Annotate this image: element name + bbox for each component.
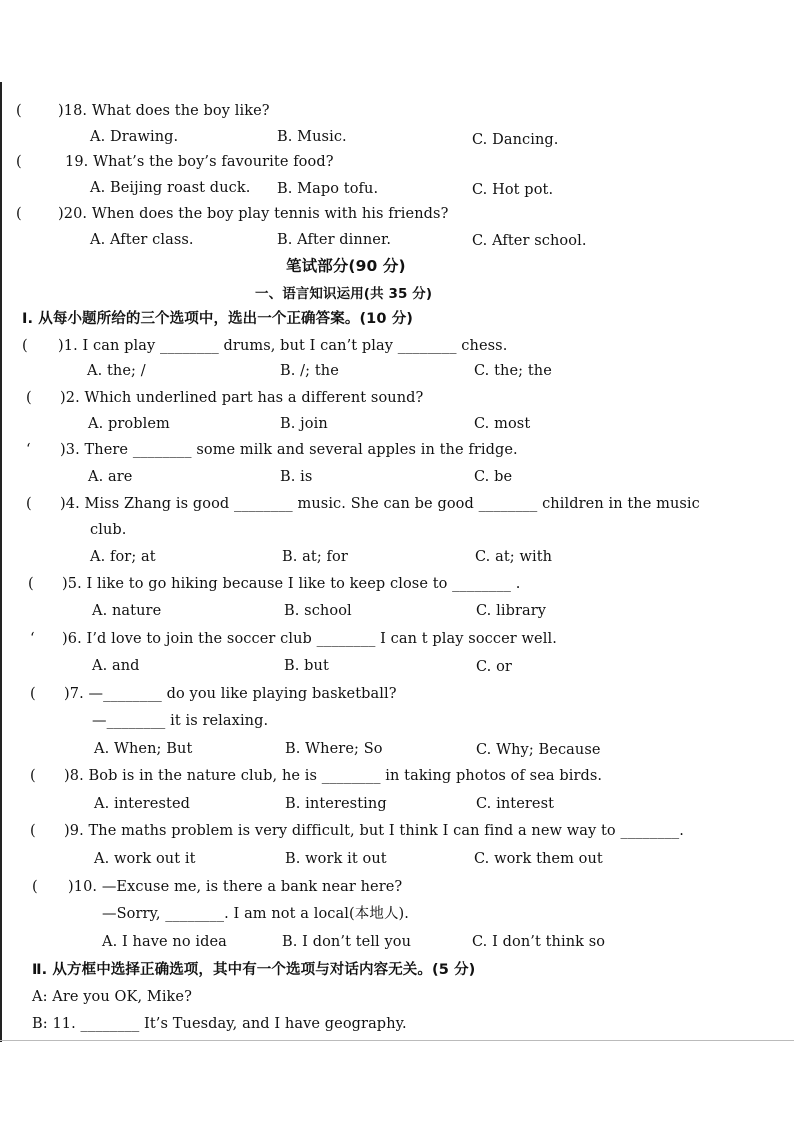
dialog-line: B: 11. ________ It’s Tuesday, and I have geography. (32, 1016, 407, 1032)
answer-bracket: ( (22, 338, 28, 354)
section-one-instruction: Ⅰ. 从每小题所给的三个选项中，选出一个正确答案。(10 分) (22, 311, 414, 327)
question-9-option-c: C. work them out (474, 851, 603, 867)
question-8-option-a: A. interested (94, 796, 191, 812)
question-19-option-b: B. Mapo tofu. (277, 181, 379, 197)
written-part-title: 笔试部分(90 分) (286, 257, 406, 275)
part-one-title: 一、语言知识运用(共 35 分) (255, 286, 433, 302)
question-7-stem-continued: —________ it is relaxing. (92, 713, 269, 729)
answer-bracket: ( (16, 103, 22, 119)
question-2-option-b: B. join (280, 416, 328, 432)
question-10-option-b: B. I don’t tell you (282, 934, 412, 950)
question-19-option-c: C. Hot pot. (472, 182, 554, 198)
question-5-option-a: A. nature (92, 603, 162, 619)
answer-bracket: ( (30, 768, 36, 784)
question-18-option-a: A. Drawing. (90, 129, 179, 145)
question-18-option-b: B. Music. (277, 129, 347, 145)
question-18-stem: )18. What does the boy like? (58, 103, 270, 119)
answer-bracket: ‘ (30, 631, 35, 647)
question-19-option-a: A. Beijing roast duck. (90, 180, 251, 196)
answer-bracket: ( (26, 390, 32, 406)
question-7-option-c: C. Why; Because (476, 742, 601, 758)
question-18-option-c: C. Dancing. (472, 132, 559, 148)
question-20-option-a: A. After class. (90, 232, 194, 248)
question-6-option-a: A. and (92, 658, 140, 674)
question-4-option-a: A. for; at (90, 549, 156, 565)
question-20-stem: )20. When does the boy play tennis with his friends? (58, 206, 449, 222)
question-6-option-b: B. but (284, 658, 329, 674)
question-10-stem: )10. —Excuse me, is there a bank near here? (68, 879, 403, 895)
question-4-stem-continued: club. (90, 522, 127, 538)
question-10-stem-continued: —Sorry, ________. I am not a local(本地人). (102, 906, 410, 922)
question-5-option-c: C. library (476, 603, 547, 619)
question-5-stem: )5. I like to go hiking because I like to keep close to ________ . (62, 576, 521, 592)
answer-bracket: ‘ (26, 442, 31, 458)
question-1-option-b: B. /; the (280, 363, 339, 379)
question-8-option-c: C. interest (476, 796, 555, 812)
question-8-option-b: B. interesting (285, 796, 387, 812)
question-3-option-b: B. is (280, 469, 313, 485)
question-1-option-c: C. the; the (474, 363, 552, 379)
answer-bracket: ( (30, 686, 36, 702)
question-2-stem: )2. Which underlined part has a different sound? (60, 390, 424, 406)
question-7-stem: )7. —________ do you like playing basketball? (64, 686, 397, 702)
question-9-option-b: B. work it out (285, 851, 387, 867)
question-7-option-b: B. Where; So (285, 741, 383, 757)
question-4-stem: )4. Miss Zhang is good ________ music. She can be good ________ children in the music (60, 496, 700, 512)
question-1-option-a: A. the; / (87, 363, 146, 379)
question-20-option-b: B. After dinner. (277, 232, 392, 248)
answer-bracket: ( (30, 823, 36, 839)
question-5-option-b: B. school (284, 603, 352, 619)
question-2-option-c: C. most (474, 416, 531, 432)
question-3-stem: )3. There ________ some milk and several apples in the fridge. (60, 442, 518, 458)
question-4-option-c: C. at; with (475, 549, 553, 565)
left-border-line (0, 82, 2, 1042)
answer-bracket: ( (28, 576, 34, 592)
answer-bracket: ( (26, 496, 32, 512)
question-9-stem: )9. The maths problem is very difficult, but I think I can find a new way to ________. (64, 823, 684, 839)
question-3-option-c: C. be (474, 469, 513, 485)
question-6-stem: )6. I’d love to join the soccer club ________ I can t play soccer well. (62, 631, 557, 647)
question-20-option-c: C. After school. (472, 233, 587, 249)
question-10-option-c: C. I don’t think so (472, 934, 606, 950)
page-bottom-edge (0, 1040, 794, 1041)
question-10-option-a: A. I have no idea (102, 934, 227, 950)
answer-bracket: ( (32, 879, 38, 895)
answer-bracket: ( (16, 206, 22, 222)
question-8-stem: )8. Bob is in the nature club, he is ________ in taking photos of sea birds. (64, 768, 603, 784)
question-7-option-a: A. When; But (94, 741, 193, 757)
section-two-instruction: Ⅱ. 从方框中选择正确选项，其中有一个选项与对话内容无关。(5 分) (32, 962, 476, 978)
answer-bracket: ( (16, 154, 22, 170)
question-19-stem: 19. What’s the boy’s favourite food? (65, 154, 334, 170)
question-3-option-a: A. are (88, 469, 133, 485)
question-2-option-a: A. problem (88, 416, 170, 432)
question-9-option-a: A. work out it (94, 851, 196, 867)
question-1-stem: )1. I can play ________ drums, but I can’t play ________ chess. (58, 338, 508, 354)
dialog-line: A: Are you OK, Mike? (32, 989, 192, 1005)
question-4-option-b: B. at; for (282, 549, 348, 565)
question-6-option-c: C. or (476, 659, 512, 675)
